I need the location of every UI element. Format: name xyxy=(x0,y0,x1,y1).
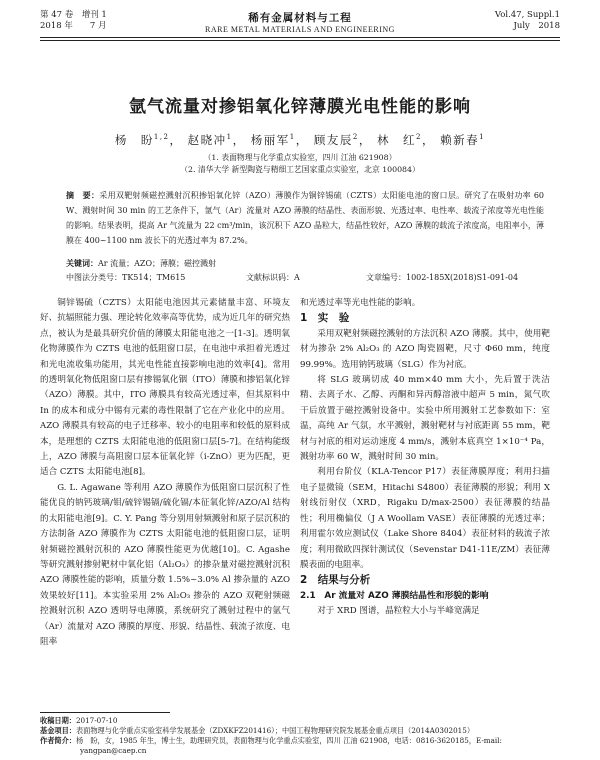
footnote-label: 收稿日期： xyxy=(40,716,76,725)
keywords xyxy=(66,258,544,269)
body-left-column xyxy=(40,296,290,650)
body-paragraph-continuation: 和光透过率等光电性能的影响。 xyxy=(300,298,421,308)
journal-name-en: RARE METAL MATERIALS AND ENGINEERING xyxy=(205,25,395,34)
body-paragraph: G. L. Agawane 等利用 AZO 薄膜作为低阻窗口层沉积了性能优良的钠钙玻璃/钼/硫锌锡镉/硫化镉/本征氧化锌/AZO/Al 结构的太阳能电池[9]。C. Y. Pang 等分别用射频溅射和原子层沉积的方法制备 AZO 薄膜作为 CZTS 太阳能电池的低阻窗口层，证明射频磁控溅射沉积的 AZO 薄膜性能更为优越[10]。C. Agashe 等研究溅射掺射靶材中氧化铝（Al₂O₃）的掺杂量对磁控溅射沉积 AZO 薄膜性能的影响，质量分数 1.5%~3.0% Al 掺杂量的 AZO 效果较好[11]。本实验采用 2% Al₂O₃ 掺杂的 AZO 双靶射频磁控溅射沉积 AZO 透明导电薄膜，系统研究了溅射过程中的氩气（Ar）流量对 AZO 薄膜的厚度、形貌、结晶性、载流子浓度、电阻率 xyxy=(40,482,290,647)
author-name: 杨 盼 xyxy=(114,133,154,147)
author-affil-mark: 1 xyxy=(479,133,486,142)
footnote-funding xyxy=(40,726,560,736)
author-name: 赖新春 xyxy=(440,133,480,147)
abstract-label: 摘 要： xyxy=(66,191,100,200)
affiliation-1: （1. 表面物理与化学重点实验室，四川 江油 621908） xyxy=(203,153,397,162)
abstract-text: 采用双靶射频磁控溅射沉积掺铝氧化锌（AZO）薄膜作为铜锌锡硫（CZTS）太阳能电池的窗口层。研究了在吸射功率 60 W、溅射时间 30 min 的工艺条件下，氩气（Ar）流量对 AZO 薄膜的结晶性、表面形貌、光透过率、电性率、载流子浓度等光电性能的影响。结果表明，提高 Ar 气流量为 22 cm³/min，该沉积下 AZO 晶粒大，结晶性较好，AZO 薄膜的载流子浓度高，电阻率小，薄膜在 400~1100 nm 波长下的光透过率为 87.2%。 xyxy=(66,191,545,245)
author-name: 林 红 xyxy=(377,133,417,147)
clc-number: 中图法分类号：TK514；TM615 xyxy=(66,273,186,282)
footnote-rule xyxy=(40,712,170,713)
body-paragraph: 铜锌锡硫（CZTS）太阳能电池因其元素储量丰富、环境友好、抗辐照能力强、理论转化效率高等优势，成为近几年的研究热点，被认为是最具研究价值的薄膜太阳能电池之一[1-3]。透明氧化物薄膜作为 CZTS 电池的低阻窗口层，在电池中承担着光透过和光电流收集功能用，其光电性能直接影响电池的效率[4]。常用的透明氧化物低阻窗口层有掺锡氧化铟（ITO）薄膜和掺铝氧化锌（AZO）薄膜。其中，ITO 薄膜具有较高光透过率，但其原料中 In 的成本和成分中锡有元素的毒性限制了它在产业化中的应用。AZO 薄膜具有较高的电子迁移率、较小的电阻率和较低的原料成本，是理想的 CZTS 太阳能电池的低阻窗口层[5-7]。在结构能级上，AZO 薄膜与高阻窗口层本征氧化锌（i-ZnO）更为匹配，更适合 CZTS 太阳能电池[8]。 xyxy=(40,298,290,478)
author-list: 杨 盼$^{1,2}$， 赵晓冲$^1$， 杨丽军$^1$， 顾友辰$^2$， 林 红$^2$， 赖新春$^1$ xyxy=(114,133,486,147)
footnote-email xyxy=(80,746,600,756)
affiliation-2: （2. 清华大学 新型陶瓷与精细工艺国家重点实验室，北京 100084） xyxy=(180,165,420,174)
header-rule-thick xyxy=(40,37,560,38)
keywords-label: 关键词： xyxy=(66,259,98,268)
author-affil-mark: 1,2 xyxy=(153,133,170,142)
footnote-label: 基金项目： xyxy=(40,726,76,735)
author-affil-mark: 2 xyxy=(416,133,422,142)
footnote-text: 杨 盼，女，1985 年生，博士生，助理研究员，表面物理与化学重点实验室，四川 江油 621908，电话：0816-3620185，E-mail: xyxy=(75,736,502,745)
body-right-column xyxy=(300,296,550,620)
footnote-label: 作者简介： xyxy=(40,736,76,745)
year-month: 2018 年 7 月 xyxy=(40,21,107,31)
body-paragraph: 利用台阶仪（KLA-Tencor P17）表征薄膜厚度；利用扫描电子显微镜（SEM，Hitachi S4800）表征薄膜的形貌；利用 X 射线衍射仪（XRD，Rigaku D/max-2500）表征薄膜的结晶性；利用椭偏仪（J A Woollam VASE）表征薄膜的光透过率；利用霍尔效应测试仪（Lake Shore 8404）表征材料的载流子浓度；利用微欧四探针测试仪（Sevenstar D41-11E/ZM）表征薄膜表面的电阻率。 xyxy=(300,467,550,570)
author-affil-mark: 1 xyxy=(226,133,233,142)
volume-issue: 第 47 卷 增刊 1 xyxy=(40,10,107,20)
body-paragraph: 对于 XRD 图谱，晶粒粒大小与半峰宽满足 xyxy=(317,606,480,617)
author-name: 赵晓冲 xyxy=(187,133,227,147)
journal-name-cn: 稀有金属材料与工程 xyxy=(248,12,352,24)
footnote-text: 表面物理与化学重点实验室科学发展基金（ZDXKFZ201416）；中国工程物理研究院发展基金重点项目（2014A0302015） xyxy=(75,726,475,735)
document-code: 文献标识码：A xyxy=(246,273,300,282)
author-email: yangpan@caep.cn xyxy=(80,746,147,755)
keywords-text: Ar 流量；AZO；薄膜；磁控溅射 xyxy=(98,259,217,268)
author-name: 顾友辰 xyxy=(313,133,353,147)
footnote-received xyxy=(40,716,560,726)
header-rule-thin xyxy=(40,40,560,41)
subsection-heading: 2.1 Ar 流量对 AZO 薄膜结晶性和形貌的影响 xyxy=(300,590,489,601)
running-header-right xyxy=(495,10,560,32)
footnote-text: 2017-07-10 xyxy=(75,716,118,725)
issue-date: July 2018 xyxy=(513,21,560,31)
section-heading-experiment: 1 实 验 xyxy=(300,312,350,325)
section-heading-results: 2 结果与分析 xyxy=(300,574,371,587)
body-paragraph: 采用双靶射频磁控溅射的方法沉积 AZO 薄膜。其中，使用靶材为掺杂 2% Al₂O₃ 的 AZO 陶瓷圆靶，尺寸 Φ60 mm，纯度 99.99%。选用钠钙玻璃（SLG）作为衬底。 xyxy=(300,328,550,370)
footnote-author-bio xyxy=(40,736,560,746)
volume-supplement: Vol.47, Suppl.1 xyxy=(494,10,560,20)
author-name: 杨丽军 xyxy=(250,133,290,147)
paper-title: 氩气流量对掺铝氧化锌薄膜光电性能的影响 xyxy=(129,97,471,117)
body-paragraph: 将 SLG 玻璃切成 40 mm×40 mm 大小，先后置于洗洁精、去离子水、乙醇、丙酮和异丙醇溶液中超声 5 min，氮气吹干后放置于磁控溅射设备中。实验中所用溅射工艺参数如下：室温，高纯 Ar 气氛，水平溅射，溅射靶材与衬底距离 55 mm，靶材与衬底的相对运动速度 4 mm/s，溅射本底真空 1×10⁻⁴ Pa，溅射功率 60 W，溅射时间 30 min。 xyxy=(300,375,550,463)
author-affil-mark: 2 xyxy=(352,133,359,142)
article-number: 文章编号：1002-185X(2018)S1-091-04 xyxy=(366,273,519,282)
abstract xyxy=(66,188,544,248)
author-affil-mark: 1 xyxy=(289,133,296,142)
